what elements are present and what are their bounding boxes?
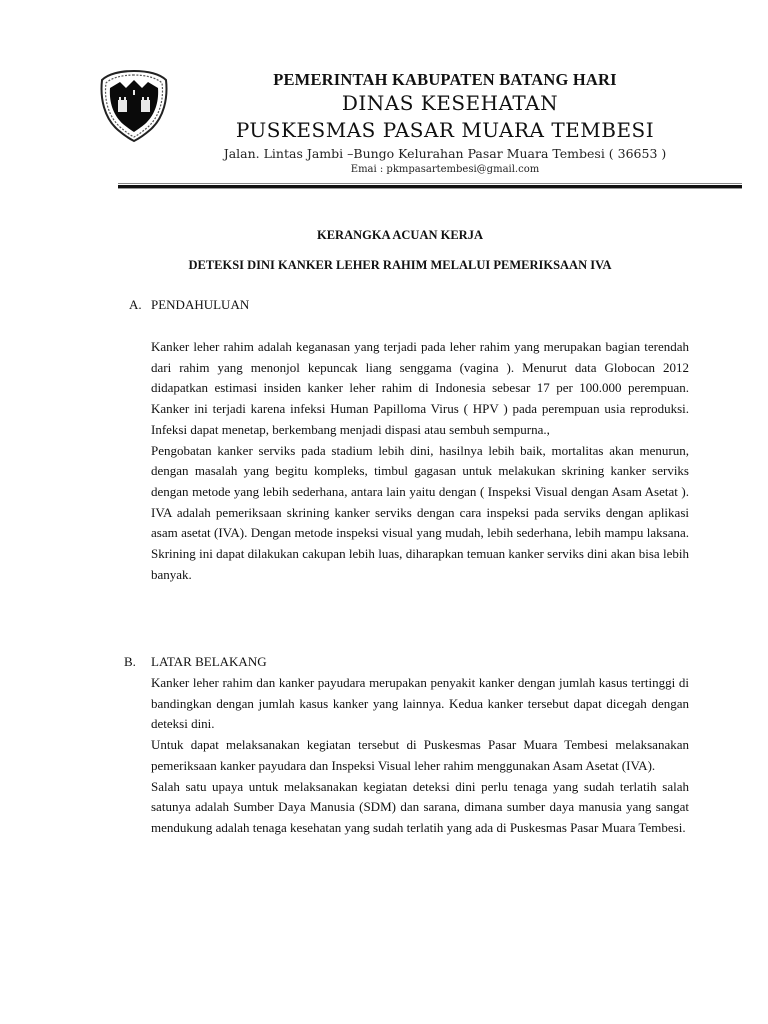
paragraph: Salah satu upaya untuk melaksanakan kegiatan deteksi dini perlu tenaga yang sudah terlatih salah satunya adalah Sumber Daya Manusia (SDM) dan sarana, dimana sumber daya manusia yang sangat mendukung adalah tenaga kesehatan yang sudah terlatih yang ada di Puskesmas Pasar Muara Tembesi.: [151, 778, 689, 835]
paragraph: Pengobatan kanker serviks pada stadium lebih dini, hasilnya lebih baik, mortalitas akan menurun, dengan masalah yang begitu kompleks, timbul gagasan untuk melakukan skrining kanker serviks dengan metode yang lebih sederhana, antara lain yaitu dengan ( Inspeksi Visual dengan Asam Asetat ). IVA adalah pemeriksaan skrining kanker serviks dengan cara inspeksi pada serviks dengan aplikasi asam asetat (IVA). Dengan metode inspeksi visual yang mudah, lebih sederhana, lebih mampu laksana. Skrining ini dapat dilakukan cakupan lebih luas, diharapkan temuan kanker serviks dini akan bisa lebih banyak.: [151, 442, 689, 582]
letterhead-government: PEMERINTAH KABUPATEN BATANG HARI: [273, 70, 617, 89]
letterhead-divider: [118, 183, 742, 189]
document-subtitle: DETEKSI DINI KANKER LEHER RAHIM MELALUI PEMERIKSAAN IVA: [188, 258, 612, 272]
section-number: B.: [124, 654, 136, 669]
section-heading-a: [129, 297, 249, 313]
paragraph: Kanker leher rahim adalah keganasan yang terjadi pada leher rahim yang merupakan bagian terendah dari rahim yang menonjol kepuncak liang senggama (vagina ). Menurut data Globocan 2012 didapatkan estimasi insiden kanker leher rahim di Indonesia sebesar 17 per 100.000 perempuan. Kanker ini terjadi karena infeksi Human Papilloma Virus ( HPV ) pada perempuan usia reproduksi. Infeksi dapat menetap, berkembang menjadi dispasi atau sembuh sempurna.,: [151, 339, 689, 437]
regency-crest-shield-icon: [98, 68, 170, 144]
letterhead: [180, 70, 710, 176]
paragraph: Kanker leher rahim dan kanker payudara merupakan penyakit kanker dengan jumlah kasus tertinggi di bandingkan dengan jumlah kasus kanker yang lainnya. Kedua kanker tersebut dapat dicegah dengan deteksi dini.: [151, 675, 689, 732]
letterhead-email: Emai : pkmpasartembesi@gmail.com: [350, 164, 540, 175]
letterhead-agency: DINAS KESEHATAN: [341, 91, 559, 115]
section-title: PENDAHULUAN: [151, 297, 250, 312]
section-number: A.: [129, 297, 142, 312]
document-title: KERANGKA ACUAN KERJA: [317, 228, 483, 242]
paragraph: Untuk dapat melaksanakan kegiatan tersebut di Puskesmas Pasar Muara Tembesi melaksanakan pemeriksaan kanker payudara dan Inspeksi Visual leher rahim menggunakan Asam Asetat (IVA).: [151, 737, 689, 773]
section-body-b: [151, 673, 689, 839]
section-title: LATAR BELAKANG: [151, 654, 267, 669]
section-heading-b: [124, 654, 267, 670]
section-body-a: [151, 337, 689, 585]
letterhead-address: Jalan. Lintas Jambi –Bungo Kelurahan Pasar Muara Tembesi ( 36653 ): [223, 146, 667, 161]
letterhead-institution: PUSKESMAS PASAR MUARA TEMBESI: [235, 118, 655, 142]
